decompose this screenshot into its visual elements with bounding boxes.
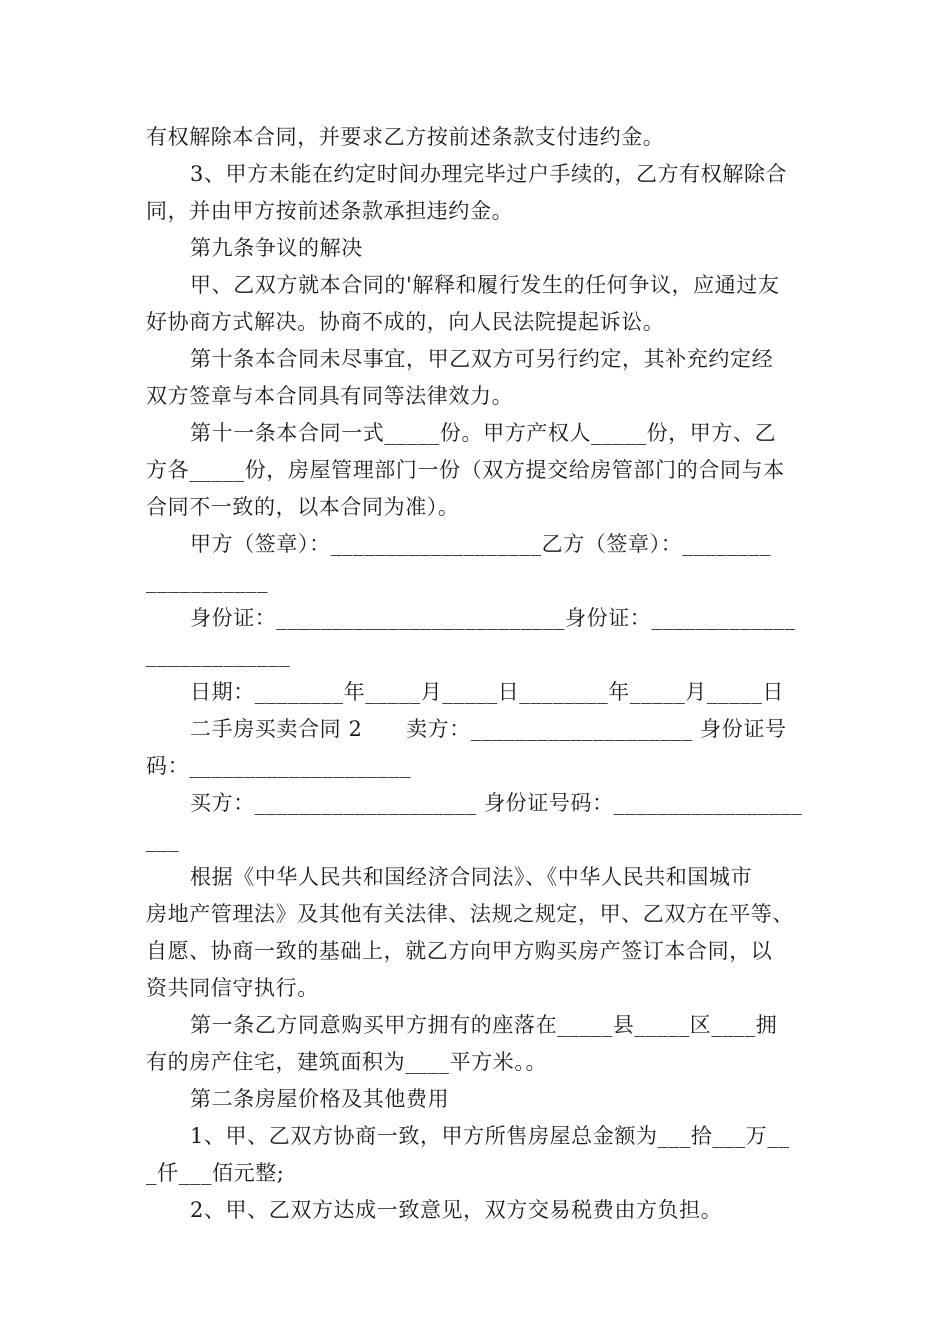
text-line: 好协商方式解决。协商不成的，向人民法院提起诉讼。 xyxy=(146,310,665,334)
signature-line: ___________ xyxy=(146,569,269,593)
text-line: 第十条本合同未尽事宜，甲乙双方可另行约定，其补充约定经 xyxy=(190,347,774,371)
text-line: 方各_____份，房屋管理部门一份（双方提交给房管部门的合同与本 xyxy=(146,458,785,482)
section-heading: 第九条争议的解决 xyxy=(190,236,363,260)
text-line: 有的房产住宅，建筑面积为____平方米。。 xyxy=(146,1050,548,1074)
text-line: 2、甲、乙双方达成一致意见，双方交易税费由方负担。 xyxy=(190,1198,723,1222)
text-line: 双方签章与本合同具有同等法律效力。 xyxy=(146,384,514,408)
text-line: 自愿、协商一致的基础上，就乙方向甲方购买房产签订本合同，以 xyxy=(146,939,773,963)
text-line: 有权解除本合同，并要求乙方按前述条款支付违约金。 xyxy=(146,125,665,149)
text-line: 甲、乙双方就本合同的'解释和履行发生的任何争议，应通过友 xyxy=(190,273,780,297)
contract-title-line: 二手房买卖合同 2 卖方：____________________ 身份证号 xyxy=(190,717,787,741)
text-line: ___ xyxy=(146,828,180,852)
text-line: 同，并由甲方按前述条款承担违约金。 xyxy=(146,199,514,223)
text-line: 根据《中华人民共和国经济合同法》、《中华人民共和国城市 xyxy=(190,865,753,889)
text-line: 合同不一致的，以本合同为准）。 xyxy=(146,495,460,519)
text-line: 3、甲方未能在约定时间办理完毕过户手续的，乙方有权解除合 xyxy=(190,162,788,186)
buyer-line: 买方：____________________ 身份证号码：_________________ xyxy=(190,791,803,815)
text-line: _仟___佰元整; xyxy=(146,1161,285,1185)
text-line: 资共同信守执行。 xyxy=(146,976,319,1000)
id-line: 身份证：__________________________身份证：_____________ xyxy=(190,606,796,630)
date-line: 日期：________年_____月_____日________年_____月_____日 xyxy=(190,680,784,704)
section-heading: 第二条房屋价格及其他费用 xyxy=(190,1087,450,1111)
id-line: _____________ xyxy=(146,643,291,667)
text-line: 码：____________________ xyxy=(146,754,412,778)
text-line: 第十一条本合同一式_____份。甲方产权人_____份，甲方、乙 xyxy=(190,421,777,445)
text-line: 第一条乙方同意购买甲方拥有的座落在_____县_____区____拥 xyxy=(190,1013,778,1037)
text-line: 房地产管理法》及其他有关法律、法规之规定，甲、乙双方在平等、 xyxy=(146,902,794,926)
text-line: 1、甲、乙双方协商一致，甲方所售房屋总金额为___拾___万__ xyxy=(190,1124,790,1148)
signature-line: 甲方（签章）：___________________乙方（签章）：________ xyxy=(190,532,772,556)
